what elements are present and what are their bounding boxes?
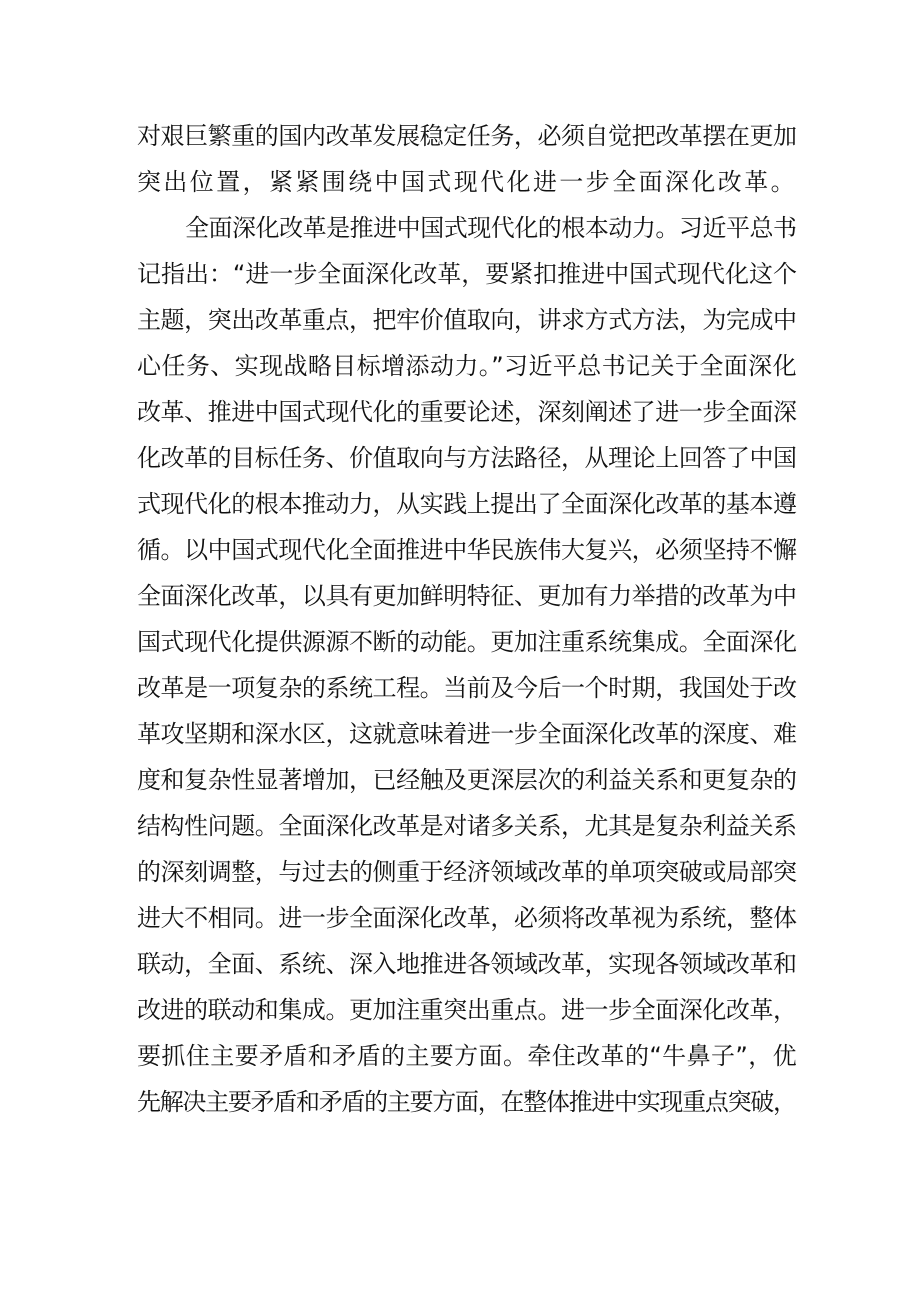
text-line: 突出位置，紧紧围绕中国式现代化进一步全面深化改革。	[137, 168, 797, 196]
text-line: 式现代化的根本推动力，从实践上提出了全面深化改革的基本遵	[137, 490, 797, 518]
text-line: 全面深化改革，以具有更加鲜明特征、更加有力举措的改革为中	[137, 582, 797, 610]
document-body	[137, 113, 797, 1125]
text-line: 主题，突出改革重点，把牢价值取向，讲求方式方法，为完成中	[137, 306, 797, 334]
text-line: 循。以中国式现代化全面推进中华民族伟大复兴，必须坚持不懈	[137, 536, 797, 564]
text-line: 联动，全面、系统、深入地推进各领域改革，实现各领域改革和	[137, 950, 797, 978]
text-line: 改革、推进中国式现代化的重要论述，深刻阐述了进一步全面深	[137, 398, 797, 426]
text-line: 的深刻调整，与过去的侧重于经济领域改革的单项突破或局部突	[137, 858, 797, 886]
text-line: 心任务、实现战略目标增添动力。”习近平总书记关于全面深化	[137, 352, 797, 380]
paragraph-first-line: 全面深化改革是推进中国式现代化的根本动力。习近平总书	[185, 214, 797, 242]
text-line: 进大不相同。进一步全面深化改革，必须将改革视为系统，整体	[137, 904, 797, 932]
text-line: 对艰巨繁重的国内改革发展稳定任务，必须自觉把改革摆在更加	[137, 122, 797, 150]
text-line: 要抓住主要矛盾和矛盾的主要方面。牵住改革的“牛鼻子”，优	[137, 1042, 797, 1070]
text-line: 化改革的目标任务、价值取向与方法路径，从理论上回答了中国	[137, 444, 797, 472]
text-line: 革攻坚期和深水区，这就意味着进一步全面深化改革的深度、难	[137, 720, 797, 748]
text-line: 结构性问题。全面深化改革是对诸多关系，尤其是复杂利益关系	[137, 812, 797, 840]
text-line: 先解决主要矛盾和矛盾的主要方面，在整体推进中实现重点突破，	[137, 1088, 796, 1116]
text-line: 度和复杂性显著增加，已经触及更深层次的利益关系和更复杂的	[137, 766, 797, 794]
text-line: 改革是一项复杂的系统工程。当前及今后一个时期，我国处于改	[137, 674, 797, 702]
text-line: 改进的联动和集成。更加注重突出重点。进一步全面深化改革，	[137, 996, 797, 1024]
text-line: 国式现代化提供源源不断的动能。更加注重系统集成。全面深化	[137, 628, 797, 656]
text-line: 记指出：“进一步全面深化改革，要紧扣推进中国式现代化这个	[137, 260, 797, 288]
